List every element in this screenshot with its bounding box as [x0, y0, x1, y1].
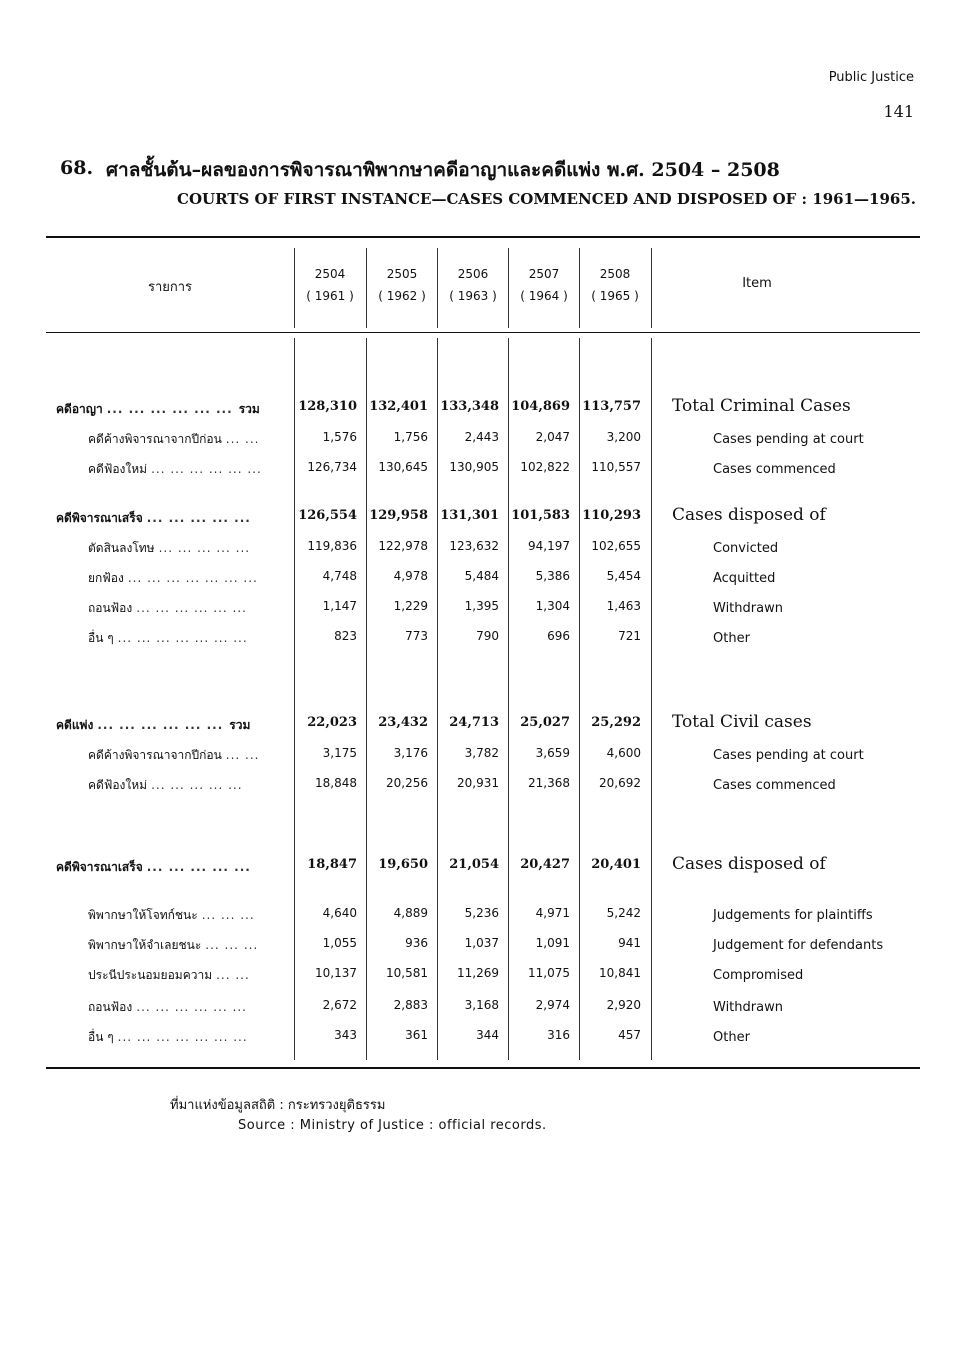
cell-value: 2,974 [535, 998, 570, 1012]
cell-value: 1,304 [535, 599, 570, 613]
cell-value: 4,600 [606, 746, 641, 760]
cell-value: 3,175 [322, 746, 357, 760]
row-label-thai [88, 936, 290, 955]
row-label-text: ตัดสินลงโทษ [88, 541, 155, 555]
cell-value: 20,401 [591, 857, 641, 872]
row-label-text: อื่น ๆ [88, 631, 114, 645]
cell-value: 22,023 [307, 715, 357, 730]
row-label-english: Other [713, 631, 750, 646]
leader-dots: ... ... ... ... ... ... ... [117, 631, 248, 645]
row-label-text: คดีพิจารณาเสร็จ [56, 511, 143, 525]
row-label-text: พิพากษาให้โจทก์ชนะ [88, 908, 198, 922]
leader-dots: ... ... ... ... ... ... [106, 402, 233, 416]
row-label-english: Convicted [713, 541, 779, 556]
cell-value: 941 [618, 936, 641, 950]
row-label-english: Total Civil cases [672, 712, 812, 732]
table-number: 68. [60, 157, 94, 179]
row-label-text: คดีฟ้องใหม่ [88, 778, 148, 792]
year-ce: ( 1961 ) [306, 289, 354, 303]
cell-value: 18,847 [307, 857, 357, 872]
row-label-thai [88, 460, 290, 479]
row-label-thai [88, 776, 290, 795]
cell-value: 131,301 [440, 508, 499, 523]
cell-value: 10,581 [386, 966, 428, 980]
cell-value: 790 [476, 629, 499, 643]
cell-value: 128,310 [298, 399, 357, 414]
year-be: 2505 [386, 267, 418, 281]
leader-dots: ... ... ... ... ... ... ... [117, 1030, 248, 1044]
cell-value: 5,454 [606, 569, 641, 583]
cell-value: 4,971 [535, 906, 570, 920]
cell-value: 126,734 [307, 460, 357, 474]
row-label-english: Cases disposed of [672, 505, 826, 525]
row-label-thai [88, 629, 290, 648]
cell-value: 696 [547, 629, 570, 643]
cell-value: 457 [618, 1028, 641, 1042]
cell-value: 1,037 [464, 936, 499, 950]
column-separator [651, 338, 652, 1060]
row-label-english: Judgement for defendants [713, 938, 884, 953]
row-label-text: คดีค้างพิจารณาจากปีก่อน [88, 748, 222, 762]
row-label-text: ประนีประนอมยอมความ [88, 968, 213, 982]
row-label-thai [56, 400, 290, 419]
cell-value: 3,782 [464, 746, 499, 760]
row-label-thai [88, 906, 290, 925]
row-label-english: Cases disposed of [672, 854, 826, 874]
column-separator [437, 338, 438, 1060]
cell-value: 21,368 [528, 776, 570, 790]
row-label-text: คดีพิจารณาเสร็จ [56, 860, 143, 874]
row-label-english: Acquitted [713, 571, 776, 586]
row-label-text: พิพากษาให้จำเลยชนะ [88, 938, 202, 952]
header-bottom-rule [46, 332, 920, 333]
row-label-thai [56, 858, 290, 877]
cell-value: 126,554 [298, 508, 357, 523]
row-label-text: คดีอาญา [56, 402, 103, 416]
cell-value: 5,386 [535, 569, 570, 583]
column-separator [579, 338, 580, 1060]
cell-value: 721 [618, 629, 641, 643]
cell-value: 21,054 [449, 857, 499, 872]
column-separator [366, 338, 367, 1060]
cell-value: 102,655 [591, 539, 641, 553]
cell-value: 10,841 [599, 966, 641, 980]
row-label-thai [88, 998, 290, 1017]
cell-value: 316 [547, 1028, 570, 1042]
leader-dots: ... ... ... ... ... [146, 511, 251, 525]
row-label-thai [88, 599, 290, 618]
cell-value: 110,293 [582, 508, 641, 523]
cell-value: 344 [476, 1028, 499, 1042]
row-label-text: ถอนฟ้อง [88, 601, 133, 615]
header-item-english: Item [742, 276, 772, 291]
cell-value: 4,748 [322, 569, 357, 583]
cell-value: 1,395 [464, 599, 499, 613]
year-be: 2506 [457, 267, 489, 281]
running-head: Public Justice [828, 70, 914, 85]
header-year-2506 [437, 263, 509, 307]
leader-dots: ... ... ... ... ... [151, 778, 243, 792]
row-label-text: คดีฟ้องใหม่ [88, 462, 148, 476]
row-label-english: Withdrawn [713, 601, 783, 616]
cell-value: 773 [405, 629, 428, 643]
page-number: 141 [883, 102, 914, 121]
cell-value: 19,650 [378, 857, 428, 872]
cell-value: 133,348 [440, 399, 499, 414]
row-label-thai [88, 539, 290, 558]
row-label-english: Other [713, 1030, 750, 1045]
row-label-thai [88, 746, 290, 765]
column-separator [294, 338, 295, 1060]
leader-dots: ... ... [225, 432, 260, 446]
cell-value: 20,931 [457, 776, 499, 790]
year-be: 2508 [599, 267, 631, 281]
leader-dots: ... ... [225, 748, 260, 762]
leader-dots: ... ... [216, 968, 250, 982]
year-ce: ( 1963 ) [449, 289, 497, 303]
row-label-english: Cases commenced [713, 778, 836, 793]
row-label-text: คดีค้างพิจารณาจากปีก่อน [88, 432, 222, 446]
header-year-2507 [508, 263, 580, 307]
table-title-thai: ศาลชั้นต้น–ผลของการพิจารณาพิพากษาคดีอาญาและคดีแพ่ง พ.ศ. 2504 – 2508 [106, 159, 780, 181]
row-label-thai [88, 966, 290, 985]
cell-value: 2,672 [322, 998, 357, 1012]
cell-value: 3,200 [606, 430, 641, 444]
cell-value: 11,075 [528, 966, 570, 980]
header-year-2508 [579, 263, 651, 307]
row-label-text: ยกฟ้อง [88, 571, 124, 585]
row-label-english: Total Criminal Cases [672, 396, 851, 416]
header-item-thai: รายการ [147, 280, 193, 295]
cell-value: 123,632 [449, 539, 499, 553]
table-bottom-rule [46, 1067, 920, 1069]
cell-value: 3,176 [393, 746, 428, 760]
leader-dots: ... ... ... ... ... ... [97, 718, 224, 732]
cell-value: 1,091 [535, 936, 570, 950]
leader-dots: ... ... ... ... ... [146, 860, 251, 874]
cell-value: 1,147 [322, 599, 357, 613]
cell-value: 101,583 [511, 508, 570, 523]
cell-value: 3,659 [535, 746, 570, 760]
row-label-english: Cases pending at court [713, 432, 864, 447]
row-label-thai [88, 430, 290, 449]
cell-value: 2,047 [535, 430, 570, 444]
year-ce: ( 1965 ) [591, 289, 639, 303]
cell-value: 20,692 [599, 776, 641, 790]
row-label-english: Withdrawn [713, 1000, 783, 1015]
cell-value: 20,427 [520, 857, 570, 872]
row-label-english: Cases commenced [713, 462, 836, 477]
row-label-thai [56, 509, 290, 528]
cell-value: 343 [334, 1028, 357, 1042]
source-note-thai: ที่มาแห่งข้อมูลสถิติ : กระทรวงยุติธรรม [170, 1098, 386, 1113]
header-year-2504 [294, 263, 366, 307]
cell-value: 2,443 [464, 430, 499, 444]
leader-dots: ... ... ... ... ... ... ... [127, 571, 258, 585]
cell-value: 10,137 [315, 966, 357, 980]
row-total-suffix: รวม [229, 718, 251, 732]
cell-value: 132,401 [369, 399, 428, 414]
row-label-english: Judgements for plaintiffs [713, 908, 873, 923]
cell-value: 11,269 [457, 966, 499, 980]
table-title-english: COURTS OF FIRST INSTANCE—CASES COMMENCED AND DISPOSED OF : 1961—1965. [177, 190, 916, 208]
cell-value: 4,978 [393, 569, 428, 583]
cell-value: 110,557 [591, 460, 641, 474]
table-top-rule [46, 236, 920, 238]
row-label-thai [56, 716, 290, 735]
cell-value: 18,848 [315, 776, 357, 790]
header-year-2505 [366, 263, 438, 307]
cell-value: 129,958 [369, 508, 428, 523]
cell-value: 5,484 [464, 569, 499, 583]
cell-value: 119,836 [307, 539, 357, 553]
cell-value: 25,292 [591, 715, 641, 730]
row-label-text: อื่น ๆ [88, 1030, 114, 1044]
year-be: 2507 [528, 267, 560, 281]
cell-value: 113,757 [582, 399, 641, 414]
cell-value: 936 [405, 936, 428, 950]
leader-dots: ... ... ... ... ... ... [136, 1000, 247, 1014]
cell-value: 102,822 [520, 460, 570, 474]
cell-value: 4,889 [393, 906, 428, 920]
cell-value: 823 [334, 629, 357, 643]
cell-value: 130,645 [378, 460, 428, 474]
leader-dots: ... ... ... ... ... ... [151, 462, 262, 476]
row-total-suffix: รวม [238, 402, 260, 416]
row-label-thai [88, 569, 290, 588]
cell-value: 4,640 [322, 906, 357, 920]
year-ce: ( 1964 ) [520, 289, 568, 303]
cell-value: 25,027 [520, 715, 570, 730]
row-label-text: คดีแพ่ง [56, 718, 94, 732]
cell-value: 1,576 [322, 430, 357, 444]
cell-value: 2,883 [393, 998, 428, 1012]
cell-value: 130,905 [449, 460, 499, 474]
cell-value: 1,756 [393, 430, 428, 444]
year-ce: ( 1962 ) [378, 289, 426, 303]
cell-value: 5,242 [606, 906, 641, 920]
cell-value: 5,236 [464, 906, 499, 920]
cell-value: 24,713 [449, 715, 499, 730]
cell-value: 3,168 [464, 998, 499, 1012]
cell-value: 104,869 [511, 399, 570, 414]
cell-value: 1,463 [606, 599, 641, 613]
leader-dots: ... ... ... [205, 938, 259, 952]
cell-value: 23,432 [378, 715, 428, 730]
leader-dots: ... ... ... [201, 908, 255, 922]
column-separator [508, 338, 509, 1060]
cell-value: 20,256 [386, 776, 428, 790]
leader-dots: ... ... ... ... ... [158, 541, 251, 555]
row-label-english: Cases pending at court [713, 748, 864, 763]
leader-dots: ... ... ... ... ... ... [136, 601, 247, 615]
cell-value: 1,229 [393, 599, 428, 613]
cell-value: 2,920 [606, 998, 641, 1012]
cell-value: 361 [405, 1028, 428, 1042]
cell-value: 122,978 [378, 539, 428, 553]
source-note-english: Source : Ministry of Justice : official records. [238, 1118, 547, 1133]
row-label-thai [88, 1028, 290, 1047]
cell-value: 94,197 [528, 539, 570, 553]
cell-value: 1,055 [322, 936, 357, 950]
year-be: 2504 [314, 267, 346, 281]
row-label-english: Compromised [713, 968, 804, 983]
row-label-text: ถอนฟ้อง [88, 1000, 133, 1014]
